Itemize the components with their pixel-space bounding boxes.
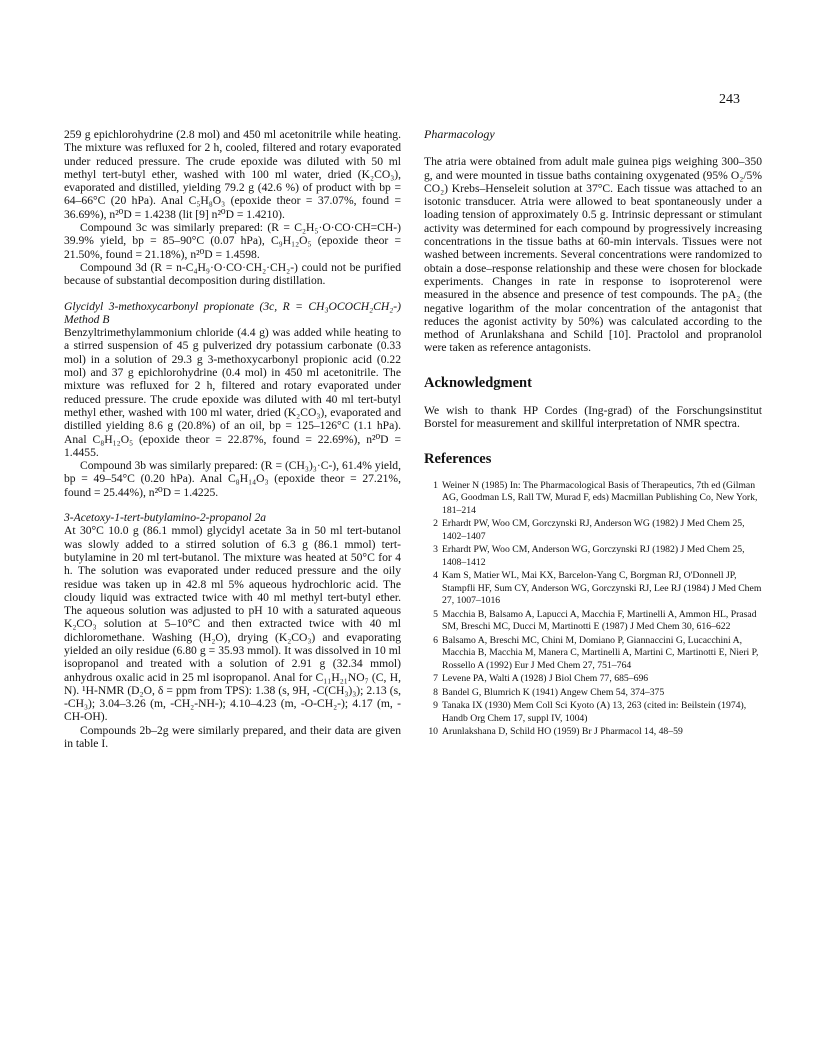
reference-number: 6 xyxy=(433,634,438,646)
section-subheading: Glycidyl 3-methoxycarbonyl propionate (3c, R = CH₃OCOCH₂CH₂-) Method B xyxy=(64,299,401,326)
body-paragraph: 259 g epichlorohydrine (2.8 mol) and 450 ml acetonitrile while heating. The mixture was refluxed for 2 h, cooled, filtered and rotary evaporated under reduced pressure. The crude epoxide was diluted with 50 ml methyl tert-butyl ether, washed with 100 ml water, dried (K₂CO₃), evaporated and distilled, yielding 79.2 g (42.6 %) of product with bp = 64–66°C (20 hPa). Anal C₅H₈O₃ (epoxide theor = 37.07%, found = 36.69%), n²⁰D = 1.4238 (lit [9] n²⁰D = 1.4210). xyxy=(64,128,401,221)
body-paragraph: At 30°C 10.0 g (86.1 mmol) glycidyl acetate 3a in 50 ml tert-butanol was slowly added to a stirred solution of 6.3 g (86.1 mmol) tert-butylamine in 20 ml tert-butanol. The mixture was heated at 50°C for 4 h. The solution was evaporated under reduced pressure and the oily residue was taken up in 42.8 ml 5% aqueous hydrochloric acid. The cloudy liquid was extracted twice with 40 ml methyl tert-butyl ether. The aqueous solution was adjusted to pH 10 with a saturated aqueous K₂CO₃ solution at 5–10°C and then extracted twice with 40 ml dichloromethane. Washing (H₂O), drying (K₂CO₃) and evaporating yielded an oily residue (6.80 g = 35.93 mmol). It was dissolved in 10 ml isopropanol and treated with a solution of 2.91 g (32.34 mmol) anhydrous oxalic acid in 25 ml isopropanol. Anal for C₁₁H₂₁NO₇ (C, H, N). ¹H-NMR (D₂O, δ = ppm from TPS): 1.38 (s, 9H, -C(CH₃)₃); 2.13 (s, -CH₃); 3.04–3.26 (m, -CH₂-NH-); 4.10–4.23 (m, -O-CH₂-); 4.17 (m, -CH-OH). xyxy=(64,524,401,724)
acknowledgment-heading: Acknowledgment xyxy=(424,374,532,391)
reference-item xyxy=(424,700,762,725)
reference-text: Levene PA, Walti A (1928) J Biol Chem 77, 685–696 xyxy=(442,673,649,685)
body-paragraph: Compound 3d (R = n-C₄H₉·O·CO·CH₂·CH₂-) could not be purified because of substantial decomposition during distillation. xyxy=(64,260,401,288)
reference-text: Tanaka IX (1930) Mem Coll Sci Kyoto (A) 13, 263 (cited in: Beilstein (1974), Handb Org Chem 17, suppl IV, 1004) xyxy=(442,700,747,724)
reference-number: 3 xyxy=(433,544,438,556)
reference-text: Weiner N (1985) In: The Pharmacological Basis of Therapeutics, 7th ed (Gilman AG, Goodman LS, Rall TW, Murad F, eds) Macmillan Publishing Co, New York, 181–214 xyxy=(442,479,758,516)
reference-item xyxy=(424,726,762,738)
reference-item xyxy=(424,544,762,569)
reference-item xyxy=(424,673,762,685)
reference-number: 10 xyxy=(428,726,438,738)
reference-text: Arunlakshana D, Schild HO (1959) Br J Pharmacol 14, 48–59 xyxy=(442,726,683,738)
reference-item xyxy=(424,687,762,699)
reference-number: 7 xyxy=(433,673,438,685)
acknowledgment-text: We wish to thank HP Cordes (Ing-grad) of the Forschungsinstitut Borstel for measurement and skillful interpretation of NMR spectra. xyxy=(424,404,762,431)
reference-list xyxy=(424,480,762,739)
reference-item xyxy=(424,480,762,517)
section-subheading: 3-Acetoxy-1-tert-butylamino-2-propanol 2a xyxy=(64,511,267,525)
reference-number: 2 xyxy=(433,518,438,530)
pharmacology-heading: Pharmacology xyxy=(424,127,495,141)
page-number: 243 xyxy=(719,92,740,107)
reference-number: 1 xyxy=(433,479,438,491)
reference-text: Erhardt PW, Woo CM, Anderson WG, Gorczynski RJ (1982) J Med Chem 25, 1408–1412 xyxy=(442,544,745,568)
right-column xyxy=(424,128,762,740)
reference-item xyxy=(424,518,762,543)
reference-item xyxy=(424,635,762,672)
reference-text: Kam S, Matier WL, Mai KX, Barcelon-Yang C, Borgman RJ, O'Donnell JP, Stampfli HF, Sum CY, Anderson WG, Gorczynski RJ, Lee RJ (1984) J Med Chem 27, 1007–1016 xyxy=(442,570,762,607)
reference-text: Balsamo A, Breschi MC, Chini M, Domiano P, Giannaccini G, Lucacchini A, Macchia B, Macchia M, Manera C, Martinelli A, Martini C, Martinotti E, Nieri P, Rossello A (1992) Eur J Med Chem 27, 751–764 xyxy=(442,634,759,671)
body-paragraph: Benzyltrimethylammonium chloride (4.4 g) was added while heating to a stirred suspension of 45 g pulverized dry potassium carbonate (0.33 mol) in a solution of 29.3 g 3-methoxycarbonyl propionic acid (0.22 mol) and 37 g epichlorohydrine (0.4 mol) in 450 ml acetonitrile. The mixture was refluxed for 2 h, filtered and rotary evaporated under reduced pressure. The crude epoxide was diluted with 40 ml tert-butyl methyl ether, washed with 100 ml water, dried (K₂CO₃), evaporated and distilled yielding 8.6 g (20.8%) of an oil, bp = 125–126°C (1.1 hPa). Anal C₈H₁₂O₅ (epoxide theor = 22.87%, found = 22.69%), n²⁰D = 1.4455. xyxy=(64,326,401,459)
reference-item xyxy=(424,570,762,607)
reference-text: Bandel G, Blumrich K (1941) Angew Chem 54, 374–375 xyxy=(442,686,665,698)
reference-number: 5 xyxy=(433,608,438,620)
reference-number: 8 xyxy=(433,686,438,698)
reference-text: Macchia B, Balsamo A, Lapucci A, Macchia F, Martinelli A, Ammon HL, Prasad SM, Breschi MC, Ducci M, Martinotti E (1987) J Med Chem 30, 616–622 xyxy=(442,608,757,633)
references-heading: References xyxy=(424,450,492,467)
left-column xyxy=(64,128,401,750)
reference-text: Erhardt PW, Woo CM, Gorczynski RJ, Anderson WG (1982) J Med Chem 25, 1402–1407 xyxy=(442,518,745,542)
body-paragraph: Compound 3c was similarly prepared: (R = C₂H₅·O·CO·CH=CH-) 39.9% yield, bp = 85–90°C (0.07 hPa), C₉H₁₂O₅ (epoxide theor = 21.50%, found = 21.18%), n²⁰D = 1.4598. xyxy=(64,221,401,261)
body-paragraph: Compound 3b was similarly prepared: (R = (CH₃)₃·C-), 61.4% yield, bp = 49–54°C (0.20 hPa). Anal C₈H₁₄O₃ (epoxide theor = 27.21%, found = 25.44%), n²⁰D = 1.4225. xyxy=(64,459,401,499)
reference-number: 9 xyxy=(433,700,438,712)
reference-item xyxy=(424,609,762,634)
reference-number: 4 xyxy=(433,570,438,582)
body-paragraph: Compounds 2b–2g were similarly prepared, and their data are given in table I. xyxy=(64,723,401,751)
pharmacology-text: The atria were obtained from adult male guinea pigs weighing 300–350 g, and were mounted in tissue baths containing oxygenated (95% O₂/5% CO₂) Krebs–Henseleit solution at 37°C. Each tissue was attached to an isotonic transducer. Atria were allowed to beat spontaneously under a loading tension of approximately 0.5 g. Intrinsic depressant or stimulant activity was determined for each compound by progressively increasing concentrations in the tissue baths at 60-min intervals. Tissues were not washed between increments. Several concentrations were randomized to obtain a dose–response relationship and these were chosen for blockade experiments. Changes in rate in response to isoproterenol were measured in the absence and presence of test compounds. The pA₂ (the negative logarithm of the molar concentration of the antagonist that reduces the agonist activity by 50%) was calculated according to the method of Arunlakshana and Schild [10]. Practolol and propranolol were taken as reference antagonists. xyxy=(424,155,762,355)
